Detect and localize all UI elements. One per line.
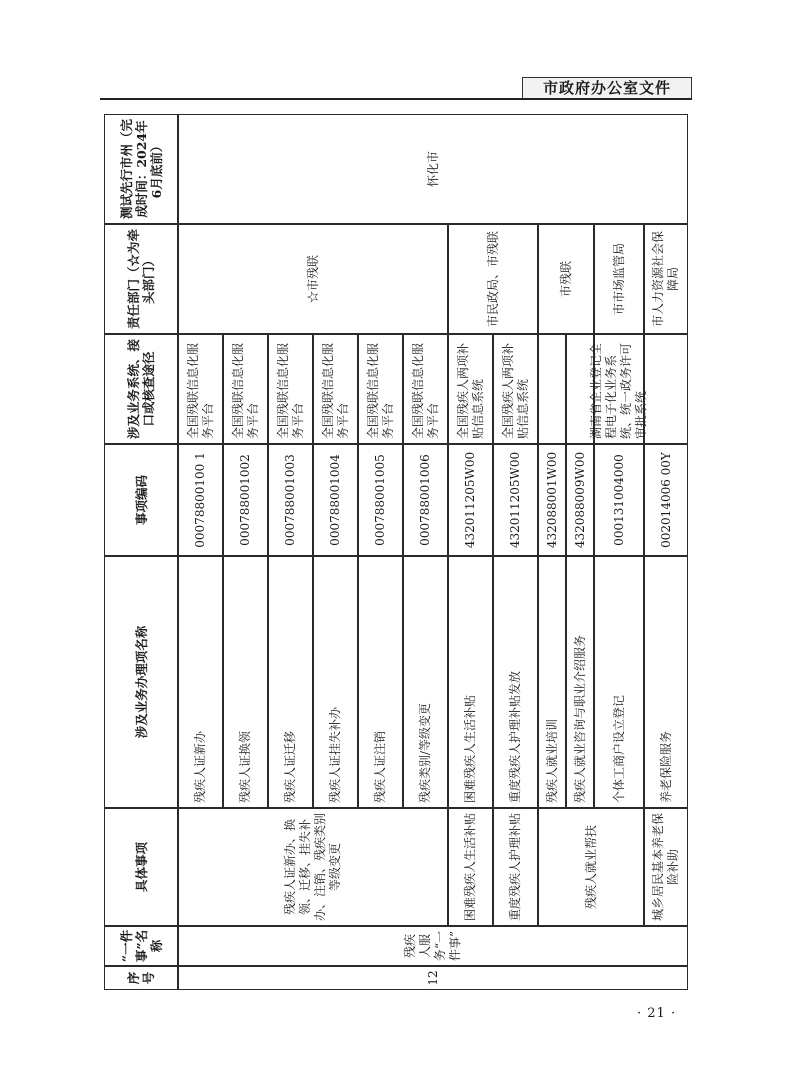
page-number: · 21 · [637,1006,677,1021]
table-row-code: 432088009W00 [566,444,594,556]
dept-disabled-federation: ☆市残联 [178,224,448,334]
table-row-code: 00078800100 1 [178,444,223,556]
table-row-code: 000131004000 [594,444,644,556]
table-row-business: 养老保险服务 [644,556,688,808]
table-row-business: 残疾人证换领 [223,556,268,808]
table-row-business: 困难残疾人生活补贴 [448,556,493,808]
table-row-system: 全国残联信息化服务平台 [313,334,358,444]
item-living-subsidy: 困难残疾人生活补贴 [448,808,493,926]
table-row-system: 全国残疾人两项补贴信息系统 [448,334,493,444]
table-viewport [104,114,688,990]
table-row-business: 残疾人证新办 [178,556,223,808]
header-pilot: 测试先行市州（完成时间：2024年6月底前） [104,114,178,224]
table-row-business: 重度残疾人护理补贴发放 [493,556,538,808]
table-row-business: 残疾人证迁移 [268,556,313,808]
table-row-code: 432088001W00 [538,444,566,556]
table-row-code: 432011205W00 [493,444,538,556]
dept-disabled-federation-2: 市残联 [538,224,594,334]
header-system: 涉及业务系统、接口或核查途径 [104,334,178,444]
header-event: “一件事”名称 [104,926,178,966]
table-row-system: 全国残疾人两项补贴信息系统 [493,334,538,444]
table-row-system: 湖南省企业登记全程电子化业务系统、统一政务许可审批系统 [594,334,644,444]
table-row-code: 000788001002 [223,444,268,556]
document-label: 市政府办公室文件 [522,77,692,99]
table-row-code: 432011205W00 [448,444,493,556]
header-business: 涉及业务办理项名称 [104,556,178,808]
table-row-code: 000788001005 [358,444,403,556]
services-table [104,114,688,990]
table-row-business: 残疾人证挂失补办 [313,556,358,808]
pilot-city-cell: 怀化市 [178,114,688,224]
table-row-business: 残疾人就业培训 [538,556,566,808]
dept-human-resources: 市人力资源社会保障局 [644,224,688,334]
seq-cell: 12 [178,966,688,990]
table-row-system: 全国残联信息化服务平台 [268,334,313,444]
table-row-system: 全国残联信息化服务平台 [223,334,268,444]
item-employment: 残疾人就业帮扶 [538,808,644,926]
table-row-business: 残疾人就业咨询与职业介绍服务 [566,556,594,808]
event-name-cell: 残疾人服务“一件事” [178,926,688,966]
table-row-business: 个体工商户设立登记 [594,556,644,808]
header-item: 具体事项 [104,808,178,926]
item-certificate: 残疾人证新办、换领、迁移、挂失补办、注销、残疾类别等级变更 [178,808,448,926]
header-code: 事项编码 [104,444,178,556]
header-seq: 序号 [104,966,178,990]
table-row-code: 002014006 00Y [644,444,688,556]
table-row-system [644,334,688,444]
table-row-business: 残疾类别/等级变更 [403,556,448,808]
table-row-system: 全国残联信息化服务平台 [403,334,448,444]
table-row-code: 000788001004 [313,444,358,556]
item-care-subsidy: 重度残疾人护理补贴 [493,808,538,926]
table-row-system [538,334,566,444]
table-row-system: 全国残联信息化服务平台 [178,334,223,444]
table-row-system: 全国残联信息化服务平台 [358,334,403,444]
header-rule [100,98,692,100]
table-row-code: 000788001003 [268,444,313,556]
header-dept: 责任部门（☆为牵头部门） [104,224,178,334]
dept-market-regulation: 市市场监管局 [594,224,644,334]
table-row-code: 000788001006 [403,444,448,556]
dept-civil-affairs: 市民政局、市残联 [448,224,538,334]
item-pension: 城乡居民基本养老保险补助 [644,808,688,926]
table-row-business: 残疾人证注销 [358,556,403,808]
